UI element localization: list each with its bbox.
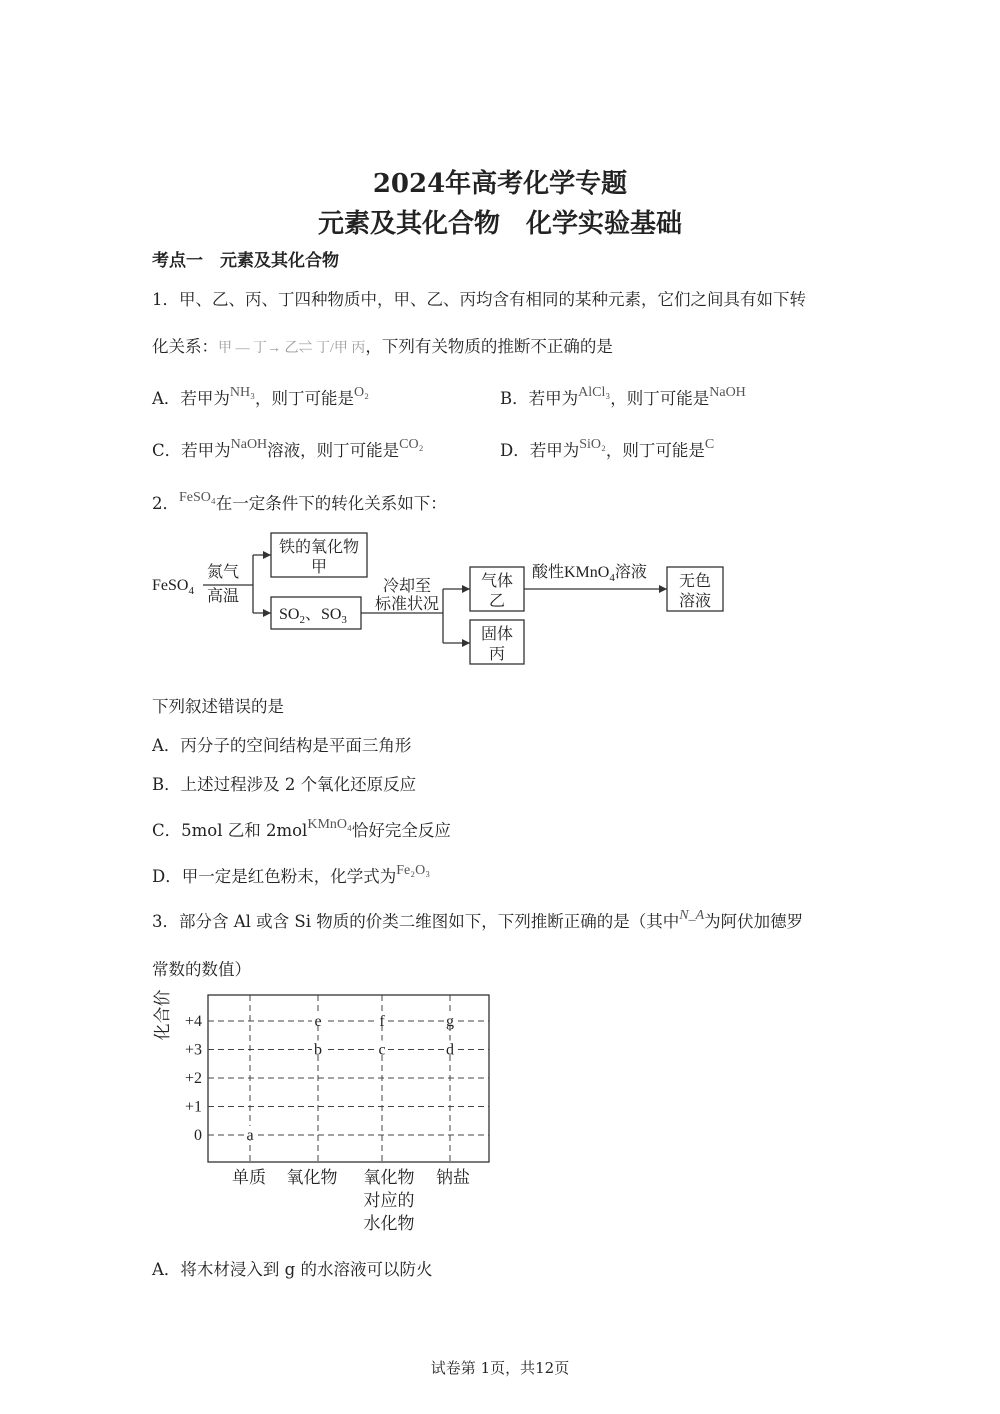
q1-b-mid: ，则丁可能是 (610, 389, 710, 408)
q1-stem-line1: 1．甲、乙、丙、丁四种物质中，甲、乙、丙均含有相同的某种元素，它们之间具有如下转 (152, 290, 806, 309)
q1-a-pre: A．若甲为 (152, 389, 230, 408)
flow-result-l2: 溶液 (678, 593, 712, 610)
q1-c-mid: 溶液，则丁可能是 (267, 441, 400, 460)
q2-stem-text: 在一定条件下的转化关系如下： (215, 494, 447, 513)
q1-b-chem: AlCl₃ (578, 385, 611, 400)
chart-ylabel: 化合价 (153, 989, 172, 1041)
q1-a-mid: ，则丁可能是 (255, 389, 355, 408)
ytick-label: 0 (194, 1127, 202, 1144)
point-label-f: f (379, 1013, 385, 1030)
point-label-b: b (314, 1041, 322, 1059)
flow-cool-l1: 冷却至 (382, 578, 432, 595)
title-line2: 元素及其化合物 化学实验基础 (317, 209, 682, 239)
q2-stem (152, 490, 447, 514)
q1-d-mid: ，则丁可能是 (605, 441, 705, 460)
flow-box1-l2: 甲 (310, 559, 328, 576)
flow-solid-l1: 固体 (480, 626, 514, 643)
q2-option-c (152, 817, 451, 841)
q3-valence-chart (150, 985, 500, 1235)
q2-d-pre: D．甲一定是红色粉末，化学式为 (152, 867, 397, 886)
point-label-e: e (314, 1013, 322, 1030)
q3-stem-post: 为阿伏加德罗 (704, 912, 804, 931)
q1-option-a (152, 385, 369, 409)
q1-c-chem2: CO₂ (399, 437, 424, 452)
q2-option-d (152, 863, 430, 887)
ytick-label: +4 (184, 1013, 202, 1030)
flow-solid-l2: 丙 (488, 646, 506, 663)
section-heading: 考点一 元素及其化合物 (152, 251, 339, 271)
ytick-label: +2 (184, 1070, 202, 1087)
q1-b-chem2: NaOH (709, 385, 746, 400)
q3-stem-chem: N_A (679, 908, 705, 923)
flow-reagent: 酸性KMnO$_4$溶液 (532, 564, 647, 584)
xcat-label-l3: 水化物 (363, 1214, 415, 1233)
q2-d-chem: Fe₂O₃ (396, 863, 431, 878)
q1-option-d (500, 437, 714, 461)
xcat-label-l2: 对应的 (363, 1191, 415, 1210)
q1-d-chem2: C (704, 437, 715, 452)
q2-num: 2． (152, 494, 179, 513)
page-footer: 试卷第 1页，共12页 (430, 1359, 570, 1377)
flow-result-l1: 无色 (678, 573, 712, 590)
q2-flow-diagram (145, 525, 745, 675)
xcat-label: 单质 (232, 1168, 266, 1187)
flow-box2: $SO_2$、$SO_3$ (279, 606, 347, 626)
q1-option-b (500, 385, 746, 409)
q2-option-b: B．上述过程涉及 2 个氧化还原反应 (152, 775, 417, 794)
q1-a-chem2: O₂ (354, 385, 370, 400)
q1-d-pre: D．若甲为 (500, 441, 580, 460)
flow-gas-l2: 乙 (488, 593, 506, 610)
title-line1: 2024年高考化学专题 (372, 169, 628, 199)
point-label-d: d (446, 1041, 454, 1059)
xcat-label: 氧化物 (363, 1168, 415, 1187)
q1-d-chem: SiO₂ (579, 437, 606, 452)
q2-chem: FeSO₄ (179, 490, 216, 505)
flow-cond-top: 氮气 (207, 564, 240, 581)
ytick-label: +3 (184, 1041, 202, 1059)
ytick-label: +1 (184, 1098, 202, 1116)
q1-option-c (152, 437, 424, 461)
xcat-label: 钠盐 (436, 1168, 470, 1187)
q3-option-a: A．将木材浸入到 g 的水溶液可以防火 (152, 1260, 433, 1279)
point-label-g: g (446, 1013, 454, 1030)
q2-c-post: 恰好完全反应 (351, 821, 451, 840)
flow-box1-l1: 铁的氧化物 (278, 539, 360, 556)
q1-b-pre: B．若甲为 (500, 389, 579, 408)
q2-option-a: A．丙分子的空间结构是平面三角形 (152, 736, 412, 755)
flow-cond-bottom: 高温 (207, 588, 240, 605)
flow-gas-l1: 气体 (480, 573, 514, 590)
q1-stem-line2 (152, 333, 613, 357)
flow-cool-l2: 标准状况 (374, 596, 440, 613)
q1-stem-prefix: 化关系： (152, 337, 218, 356)
q2-c-pre: C．5mol 乙和 2mol (152, 821, 308, 840)
q2-prompt: 下列叙述错误的是 (152, 697, 284, 716)
q1-c-pre: C．若甲为 (152, 441, 231, 460)
q3-stem-line1 (152, 908, 803, 932)
point-label-c: c (378, 1041, 386, 1059)
q1-a-chem: NH₃ (229, 385, 256, 400)
flow-start: FeSO$_4$ (152, 577, 194, 597)
q1-c-chem: NaOH (230, 437, 268, 452)
q2-c-chem: KMnO₄ (307, 817, 352, 832)
q1-scheme: 甲 — 丁→ 乙⇌ 丁/甲 丙 (218, 341, 366, 356)
xcat-label: 氧化物 (286, 1168, 338, 1187)
q3-stem-pre: 3．部分含 Al 或含 Si 物质的价类二维图如下，下列推断正确的是（其中 (152, 912, 680, 931)
point-label-a: a (246, 1127, 254, 1144)
q3-stem-line2: 常数的数值） (152, 960, 251, 979)
q1-stem-suffix: ，下列有关物质的推断不正确的是 (365, 337, 613, 356)
